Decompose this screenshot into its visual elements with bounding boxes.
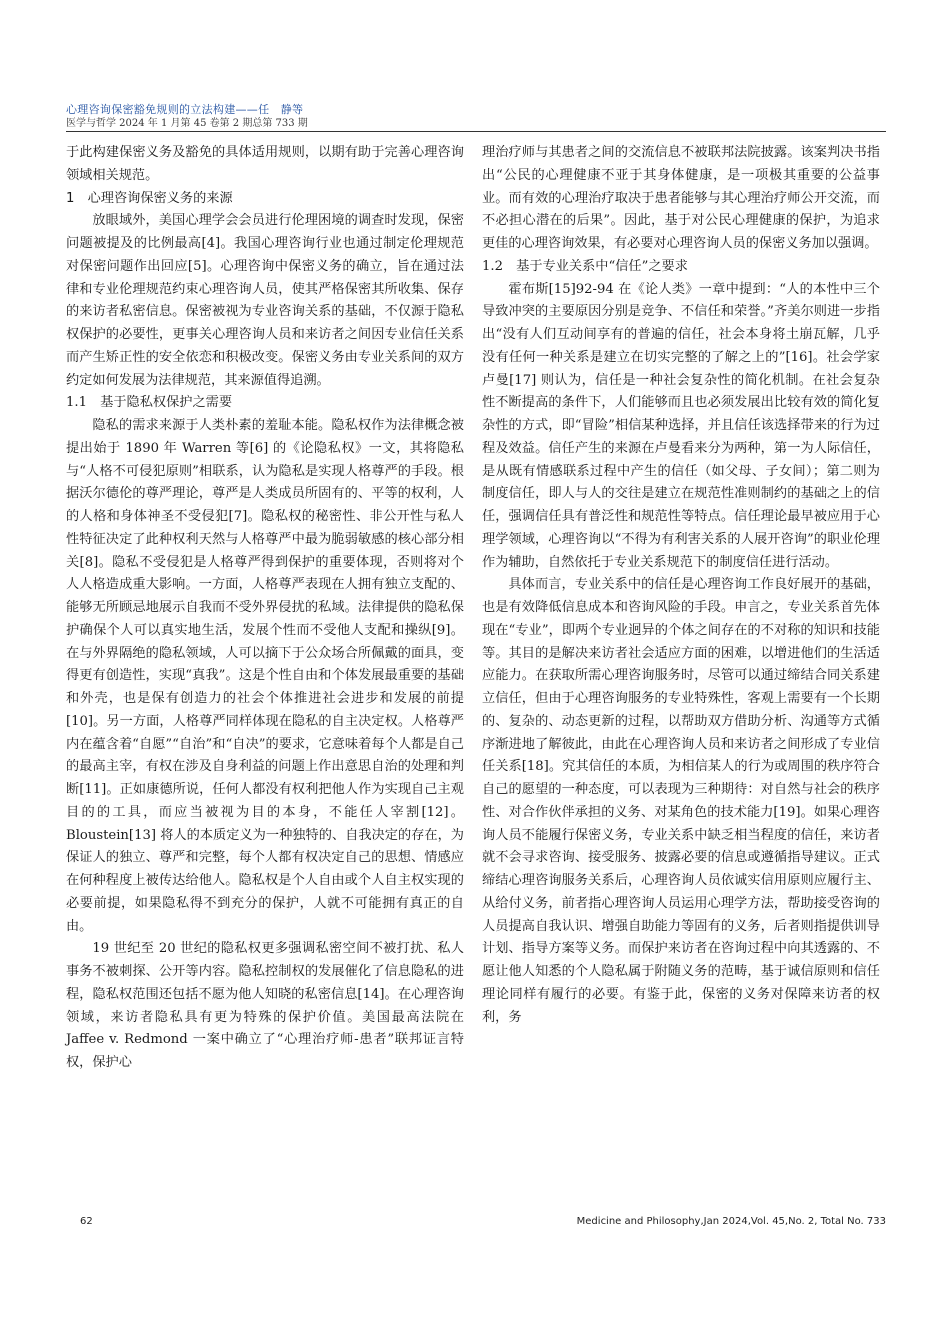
subsection-heading-1-1: 1.1 基于隐私权保护之需要 (66, 395, 233, 411)
page-footer (66, 1216, 886, 1232)
left-column (66, 142, 464, 1075)
paragraph-professional-trust: 具体而言，专业关系中的信任是心理咨询工作良好展开的基础，也是有效降低信息成本和咨询风险的手段。申言之，专业关系首先体现在“专业”，即两个专业迥异的个体之间存在的不对称的知识和技能等。其目的是解决来访者社会适应方面的困难，以增进他们的生活适应能力。在获取所需心理咨询服务时，尽管可以通过缔结合同关系建立信任，但由于心理咨询服务的专业特殊性，客观上需要有一个长期的、复杂的、动态更新的过程，以帮助双方借助分析、沟通等方式循序渐进地了解彼此，由此在心理咨询人员和来访者之间形成了专业信任关系[18]。究其信任的本质，为相信某人的行为或周围的秩序符合自己的愿望的一种态度，可以表现为三种期待：对自然与社会的秩序性、对合作伙伴承担的义务、对某角色的技术能力[19]。如果心理咨询人员不能履行保密义务，专业关系中缺乏相当程度的信任，来访者就不会寻求咨询、接受服务、披露必要的信息或遵循指导建议。正式缔结心理咨询服务关系后，心理咨询人员依诚实信用原则应履行主、从给付义务，前者指心理咨询人员运用心理学方法，帮助接受咨询的人员提高自我认识、增强自助能力等固有的义务，后者则指提供训导计划、指导方案等义务。而保护来访者在咨询过程中向其透露的、不愿让他人知悉的个人隐私属于附随义务的范畴，基于诚信原则和信任理论同样有履行的必要。有鉴于此，保密的义务对保障来访者的权利，务 (482, 577, 880, 1025)
paragraph-privacy-history: 19 世纪至 20 世纪的隐私权更多强调私密空间不被打扰、私人事务不被刺探、公开等内容。隐私控制权的发展催化了信息隐私的进程，隐私权范围还包括不愿为他人知晓的私密信息[14]。在心理咨询领域，来访者隐私具有更为特殊的保护价值。美国最高法院在 Jaffee v. Redmond 一案中确立了“心理治疗师-患者”联邦证言特权，保护心 (66, 941, 464, 1070)
page-number: 62 (80, 1216, 93, 1227)
right-column (482, 142, 880, 1029)
subsection-heading-1-2: 1.2 基于专业关系中“信任”之要求 (482, 258, 688, 274)
paragraph-section1: 放眼域外，美国心理学会会员进行伦理困境的调查时发现，保密问题被提及的比例最高[4]。我国心理咨询行业也通过制定伦理规范对保密问题作出回应[5]。心理咨询中保密义务的确立，旨在通过法律和专业伦理规范约束心理咨询人员，使其严格保密其所收集、保存的来访者私密信息。保密被视为专业咨询关系的基础，不仅源于隐私权保护的必要性，更事关心理咨询人员和来访者之间因专业信任关系而产生矫正性的安全依恋和积极改变。保密义务由专业关系间的双方约定如何发展为法律规范，其来源值得追溯。 (66, 213, 464, 388)
section-heading-1: 1 心理咨询保密义务的来源 (66, 190, 233, 206)
footer-journal-citation: Medicine and Philosophy,Jan 2024,Vol. 45,No. 2, Total No. 733 (576, 1216, 886, 1227)
paragraph-privacy-dignity: 隐私的需求来源于人类朴素的羞耻本能。隐私权作为法律概念被提出始于 1890 年 Warren 等[6] 的《论隐私权》一文，其将隐私与“人格不可侵犯原则”相联系，认为隐私是实现人格尊严的手段。根据沃尔德伦的尊严理论，尊严是人类成员所固有的、平等的权利，人的人格和身体神圣不受侵犯[7]。隐私权的秘密性、非公开性与私人性特征决定了此种权利天然与人格尊严中最为脆弱敏感的核心部分相关[8]。隐私不受侵犯是人格尊严得到保护的重要体现，否则将对个人人格造成重大影响。一方面，人格尊严表现在人拥有独立支配的、能够无所顾忌地展示自我而不受外界侵扰的私域。法律提供的隐私保护确保个人可以真实地生活，发展个性而不受他人支配和操纵[9]。在与外界隔绝的隐私领域，人可以摘下于公众场合所佩戴的面具，变得更有创造性，实现“真我”。这是个性自由和个体发展最重要的基础和外壳，也是保有创造力的社会个体推进社会进步和发展的前提[10]。另一方面，人格尊严同样体现在隐私的自主决定权。人格尊严内在蕴含着“自愿”“自治”和“自决”的要求，它意味着每个人都是自己的最高主宰，有权在涉及自身利益的问题上作出意思自治的处理和判断[11]。正如康德所说，任何人都没有权利把他人作为实现自己主观目的的工具，而应当被视为目的本身，不能任人宰割[12]。Bloustein[13] 将人的本质定义为一种独特的、自我决定的存在，为保证人的独立、尊严和完整，每个人都有权决定自己的思想、情感应在何种程度上被传达给他人。隐私权是个人自由或个人自主权实现的必要前提，如果隐私得不到充分的保护，人就不可能拥有真正的自由。 (66, 418, 464, 934)
paragraph-trust-theory: 霍布斯[15]92-94 在《论人类》一章中提到：“人的本性中三个导致冲突的主要原因分别是竞争、不信任和荣誉。”齐美尔则进一步指出“没有人们互动间享有的普遍的信任，社会本身将土崩瓦解，几乎没有任何一种关系是建立在切实完整的了解之上的”[16]。社会学家卢曼[17] 则认为，信任是一种社会复杂性的简化机制。在社会复杂性不断提高的条件下，人们能够而且也必须发展出比较有效的简化复杂性的方式，即“冒险”相信某种选择，并且信任该选择带来的行为过程及效益。信任产生的来源在卢曼看来分为两种，第一为人际信任，是从既有情感联系过程中产生的信任（如父母、子女间）；第二则为制度信任，即人与人的交往是建立在规范性准则制约的基础之上的信任，强调信任具有普泛性和规范性等特点。信任理论最早被应用于心理学领域，心理咨询以“不得为有利害关系的人展开咨询”的职业伦理作为辅助，自然依托于专业关系规范下的制度信任进行活动。 (482, 281, 880, 570)
journal-issue-line: 医学与哲学 2024 年 1 月第 45 卷第 2 期总第 733 期 (66, 118, 308, 129)
header-rule (66, 131, 886, 132)
article-running-title: 心理咨询保密豁免规则的立法构建——任 静等 (66, 103, 304, 116)
running-header (66, 103, 886, 131)
paragraph-intro-continued: 于此构建保密义务及豁免的具体适用规则，以期有助于完善心理咨询领域相关规范。 (66, 145, 464, 183)
paragraph-jaffee-continued: 理治疗师与其患者之间的交流信息不被联邦法院披露。该案判决书指出“公民的心理健康不亚于其身体健康，是一项极其重要的公益事业。而有效的心理治疗取决于患者能够与其心理治疗师公开交流，而不必担心潜在的后果”。因此，基于对公民心理健康的保护，为追求更佳的心理咨询效果，有必要对心理咨询人员的保密义务加以强调。 (482, 145, 880, 251)
